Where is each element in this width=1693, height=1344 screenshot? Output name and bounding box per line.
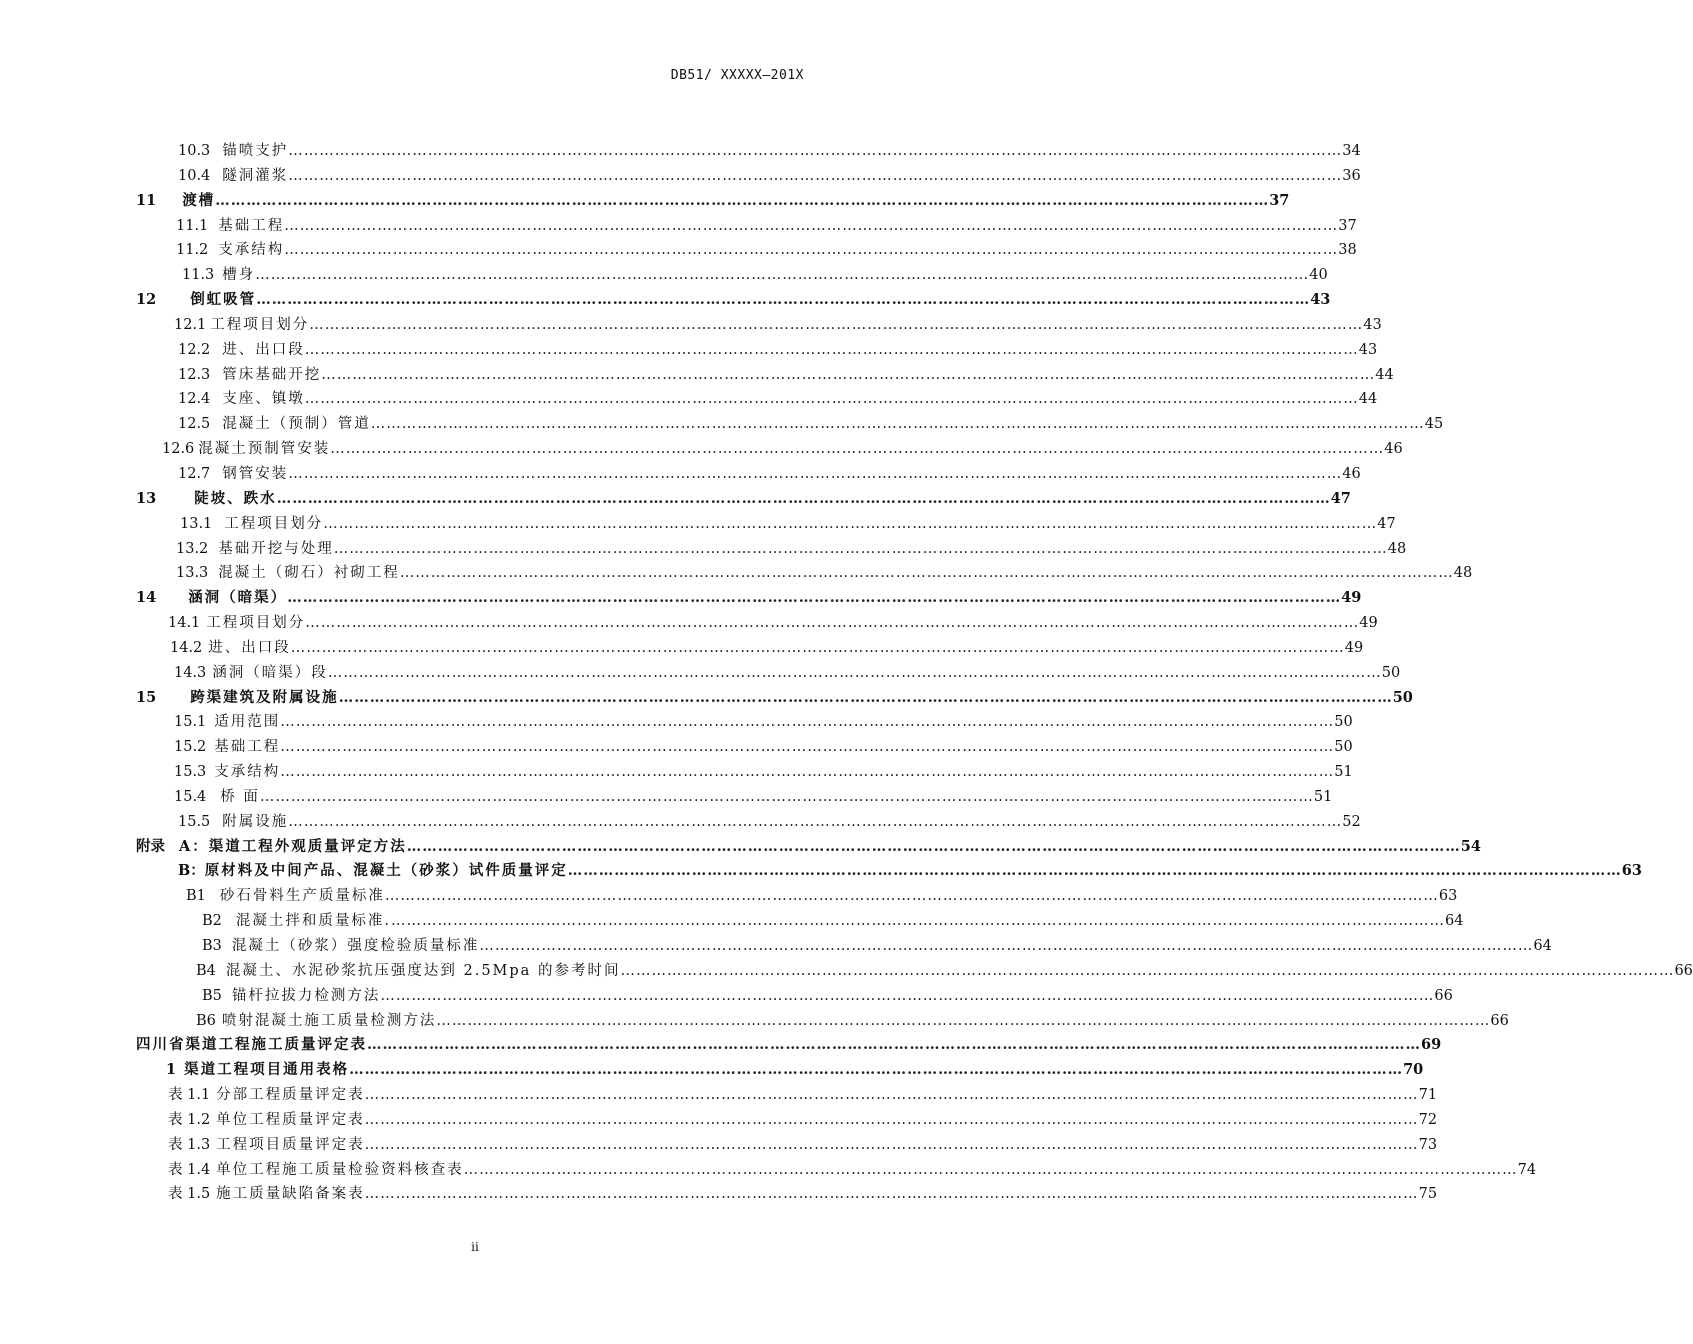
toc-leader-dots: …………………………………………………………………………………………………………………………………………………………………………………… (256, 291, 1311, 309)
toc-entry-title: 基础工程 (214, 739, 281, 756)
toc-entry[interactable] (136, 487, 1351, 512)
toc-entry-number: 表 1.1 (168, 1087, 211, 1104)
document-code-header: DB51/ XXXXX—201X (670, 68, 804, 83)
toc-entry[interactable] (136, 387, 1378, 412)
toc-entry-title: 砂石骨料生产质量标准 (219, 888, 385, 905)
toc-entry-page: 40 (1309, 267, 1328, 284)
toc-leader-dots: …………………………………………………………………………………………………………………………………………………………………………………… (323, 515, 1378, 532)
toc-entry-page: 70 (1403, 1061, 1424, 1079)
toc-entry-page: 72 (1418, 1111, 1438, 1128)
toc-entry-number: 12.5 (178, 416, 211, 433)
toc-entry-title: 槽身 (222, 267, 256, 284)
toc-entry-page: 54 (1460, 837, 1481, 855)
toc-entry[interactable] (136, 859, 1642, 884)
toc-entry-title: 适用范围 (214, 714, 281, 731)
toc-entry-title: 隧洞灌浆 (222, 167, 289, 184)
toc-entry-title: 支承结构 (214, 764, 281, 781)
toc-entry[interactable] (136, 338, 1378, 363)
toc-entry-title: 单位工程施工质量检验资料核查表 (216, 1161, 464, 1178)
toc-leader-dots: …………………………………………………………………………………………………………………………………………………………………………………… (288, 143, 1343, 159)
toc-entry-title: 支承结构 (218, 242, 285, 259)
toc-entry[interactable] (136, 189, 1290, 214)
toc-leader-dots: …………………………………………………………………………………………………………………………………………………………………………………… (287, 589, 1342, 607)
page-number: ii (471, 1240, 479, 1254)
toc-entry-number: 15.4 (174, 788, 207, 805)
table-of-contents (136, 139, 1693, 1207)
toc-leader-dots: …………………………………………………………………………………………………………………………………………………………………………………… (330, 441, 1385, 458)
toc-entry-number: 表 1.3 (168, 1136, 211, 1153)
toc-entry-number: 1 (166, 1061, 177, 1079)
toc-leader-dots: …………………………………………………………………………………………………………………………………………………………………………………… (280, 739, 1335, 756)
toc-entry-number: 14 (136, 589, 157, 607)
toc-entry-number: 表 1.2 (168, 1111, 211, 1128)
toc-entry-page: 74 (1517, 1161, 1537, 1178)
toc-entry[interactable] (136, 263, 1328, 288)
toc-leader-dots: …………………………………………………………………………………………………………………………………………………………………………………… (364, 1087, 1419, 1104)
toc-entry[interactable] (136, 412, 1444, 437)
toc-entry-title: 支座、镇墩 (222, 391, 305, 408)
toc-entry-title: 渡槽 (182, 191, 216, 209)
toc-entry-number: B5 (202, 987, 222, 1004)
toc-entry-title: 倒虹吸管 (190, 291, 257, 309)
toc-entry-page: 66 (1674, 962, 1693, 979)
toc-entry[interactable] (136, 164, 1361, 189)
toc-entry-number: 表 1.4 (168, 1161, 211, 1178)
toc-entry-page: 47 (1377, 515, 1396, 532)
toc-entry-title: 锚喷支护 (222, 143, 289, 159)
toc-entry-page: 38 (1338, 242, 1357, 259)
toc-leader-dots: …………………………………………………………………………………………………………………………………………………………………………………… (367, 1036, 1421, 1054)
toc-entry[interactable] (136, 735, 1353, 760)
toc-entry-title: 涵洞（暗渠）段 (212, 664, 328, 681)
toc-entry[interactable] (136, 462, 1361, 487)
toc-leader-dots: …………………………………………………………………………………………………………………………………………………………………………………… (399, 565, 1454, 582)
toc-entry-number: B6 (196, 1012, 216, 1029)
toc-entry-title: 四川省渠道工程施工质量评定表 (136, 1036, 367, 1054)
toc-entry-title: 混凝土（砂浆）强度检验质量标准 (231, 938, 480, 954)
toc-entry-title: 桥 面 (220, 788, 260, 805)
toc-entry[interactable] (136, 1158, 1537, 1183)
toc-entry[interactable] (136, 760, 1353, 785)
toc-entry-page: 46 (1342, 465, 1361, 482)
toc-leader-dots: …………………………………………………………………………………………………………………………………………………………………………………… (349, 1061, 1404, 1079)
toc-entry-number: 10.3 (178, 143, 211, 159)
toc-entry-number: 12.4 (178, 391, 211, 408)
toc-entry-page: 52 (1342, 813, 1361, 830)
toc-leader-dots: …………………………………………………………………………………………………………………………………………………………………………………… (364, 1111, 1419, 1128)
toc-leader-dots: …………………………………………………………………………………………………………………………………………………………………………………… (284, 242, 1339, 259)
toc-leader-dots: …………………………………………………………………………………………………………………………………………………………………………………… (567, 862, 1622, 880)
toc-entry[interactable] (136, 810, 1361, 835)
toc-entry-page: 44 (1358, 391, 1378, 408)
toc-entry[interactable] (136, 561, 1473, 586)
toc-entry-page: 66 (1434, 987, 1453, 1004)
toc-entry-page: 50 (1381, 664, 1401, 681)
toc-entry-page: 75 (1418, 1186, 1438, 1203)
toc-entry[interactable] (136, 238, 1357, 263)
toc-entry-page: 48 (1453, 565, 1473, 582)
toc-entry[interactable] (136, 934, 1552, 959)
toc-entry[interactable] (136, 959, 1693, 984)
toc-leader-dots: …………………………………………………………………………………………………………………………………………………………………………………… (384, 888, 1439, 905)
toc-entry-page: 45 (1424, 416, 1444, 433)
toc-entry-page: 49 (1344, 639, 1364, 656)
toc-entry-number: 12.2 (178, 341, 211, 358)
toc-leader-dots: …………………………………………………………………………………………………………………………………………………………………………………… (290, 639, 1345, 656)
toc-entry-title: 涵洞（暗渠） (188, 589, 288, 607)
toc-entry[interactable] (136, 1083, 1438, 1108)
toc-leader-dots: …………………………………………………………………………………………………………………………………………………………………………………… (327, 664, 1382, 681)
toc-entry-number: 12.3 (178, 366, 211, 383)
toc-entry-title: 混凝土预制管安装 (198, 441, 331, 458)
toc-entry-title: 钢管安装 (222, 465, 289, 482)
toc-entry-page: 64 (1533, 938, 1552, 954)
toc-leader-dots: …………………………………………………………………………………………………………………………………………………………………………………… (284, 217, 1339, 234)
toc-entry-number: 12 (136, 291, 157, 309)
toc-entry[interactable] (136, 686, 1413, 711)
toc-entry[interactable] (136, 984, 1453, 1009)
toc-leader-dots: …………………………………………………………………………………………………………………………………………………………………………………… (276, 489, 1331, 507)
toc-entry-page: 49 (1359, 615, 1378, 632)
toc-entry-title: 单位工程质量评定表 (216, 1111, 365, 1128)
toc-entry-page: 37 (1338, 217, 1357, 234)
toc-entry-title: A：渠道工程外观质量评定方法 (179, 837, 407, 855)
toc-leader-dots: …………………………………………………………………………………………………………………………………………………………………………………… (215, 191, 1270, 209)
toc-entry[interactable] (136, 139, 1361, 164)
toc-entry-title: 基础工程 (218, 217, 285, 234)
toc-entry-number: 表 1.5 (168, 1186, 211, 1203)
toc-entry-page: 64 (1445, 913, 1464, 930)
toc-leader-dots: …………………………………………………………………………………………………………………………………………………………………………………… (309, 316, 1364, 333)
toc-leader-dots: …………………………………………………………………………………………………………………………………………………………………………………… (370, 416, 1425, 433)
toc-entry[interactable] (136, 1058, 1424, 1083)
toc-entry[interactable] (136, 661, 1401, 686)
toc-leader-dots: …………………………………………………………………………………………………………………………………………………………………………………… (391, 913, 1445, 930)
toc-entry-number: 11.2 (176, 242, 209, 259)
toc-entry-title: 进、出口段 (222, 341, 305, 358)
toc-leader-dots: …………………………………………………………………………………………………………………………………………………………………………………… (288, 813, 1343, 830)
toc-entry-number: 10.4 (178, 167, 211, 184)
toc-entry-title: 混凝土拌和质量标准. (235, 913, 391, 930)
toc-entry-number: 11 (136, 191, 157, 209)
toc-entry[interactable] (136, 1009, 1509, 1034)
toc-entry-page: 69 (1421, 1036, 1442, 1054)
toc-entry-number: 14.2 (170, 639, 203, 656)
toc-entry[interactable] (136, 537, 1407, 562)
toc-entry[interactable] (136, 835, 1481, 860)
toc-entry-number: 13.3 (176, 565, 209, 582)
toc-leader-dots: …………………………………………………………………………………………………………………………………………………………………………………… (288, 465, 1343, 482)
toc-entry[interactable] (136, 1108, 1438, 1133)
toc-entry[interactable] (136, 710, 1353, 735)
toc-entry-title: 原材料及中间产品、混凝土（砂浆）试件质量评定 (204, 862, 568, 880)
toc-entry-page: 63 (1621, 862, 1642, 880)
toc-entry-title: 基础开挖与处理 (218, 540, 334, 557)
toc-leader-dots: …………………………………………………………………………………………………………………………………………………………………………………… (364, 1186, 1419, 1203)
toc-entry[interactable] (136, 586, 1362, 611)
toc-entry-page: 73 (1418, 1136, 1438, 1153)
toc-entry-page: 51 (1313, 788, 1333, 805)
toc-entry-title: 施工质量缺陷备案表 (216, 1186, 365, 1203)
toc-entry-page: 37 (1269, 191, 1290, 209)
toc-entry-page: 43 (1358, 341, 1378, 358)
toc-leader-dots: …………………………………………………………………………………………………………………………………………………………………………………… (321, 366, 1376, 383)
toc-entry-title: 分部工程质量评定表 (216, 1087, 365, 1104)
toc-entry-title: 管床基础开挖 (222, 366, 322, 383)
toc-entry-number: 15.2 (174, 739, 207, 756)
toc-entry-number: 15.3 (174, 764, 207, 781)
toc-entry-number: 14.3 (174, 664, 207, 681)
toc-entry[interactable] (136, 785, 1333, 810)
toc-entry-number: 11.1 (176, 217, 209, 234)
toc-entry-number: B2 (202, 913, 222, 930)
toc-entry-number: B： (178, 862, 205, 880)
toc-entry-number: B1 (186, 888, 206, 905)
toc-entry-number: B3 (202, 938, 222, 954)
toc-entry-title: 跨渠建筑及附属设施 (190, 688, 339, 706)
toc-entry[interactable] (136, 214, 1357, 239)
toc-entry-page: 46 (1384, 441, 1403, 458)
toc-entry-page: 50 (1334, 739, 1353, 756)
toc-leader-dots: …………………………………………………………………………………………………………………………………………………………………………………… (436, 1012, 1491, 1029)
toc-entry-page: 47 (1330, 489, 1351, 507)
toc-leader-dots: …………………………………………………………………………………………………………………………………………………………………………………… (380, 987, 1435, 1004)
toc-entry-title: 喷射混凝土施工质量检测方法 (221, 1012, 437, 1029)
toc-entry-title: 工程项目划分 (210, 316, 310, 333)
toc-entry-number: B4 (196, 962, 216, 979)
toc-entry[interactable] (136, 512, 1396, 537)
toc-entry[interactable] (136, 884, 1458, 909)
toc-entry-title: 附属设施 (222, 813, 289, 830)
toc-entry-page: 66 (1490, 1012, 1509, 1029)
toc-entry-title: 工程项目划分 (206, 615, 306, 632)
toc-entry-number: 15.5 (178, 813, 211, 830)
toc-entry-page: 43 (1363, 316, 1382, 333)
toc-entry[interactable] (136, 288, 1331, 313)
toc-entry-number: 12.6 (162, 441, 195, 458)
toc-entry-page: 71 (1418, 1087, 1438, 1104)
toc-entry-number: 附录 (136, 837, 165, 855)
toc-entry-number: 15 (136, 688, 157, 706)
toc-leader-dots: …………………………………………………………………………………………………………………………………………………………………………………… (305, 615, 1360, 632)
toc-entry[interactable] (136, 1133, 1438, 1158)
toc-entry-number: 13.2 (176, 540, 209, 557)
toc-leader-dots: …………………………………………………………………………………………………………………………………………………………………………………… (333, 540, 1388, 557)
toc-entry-number: 13.1 (180, 515, 213, 532)
toc-entry[interactable] (136, 611, 1378, 636)
toc-leader-dots: …………………………………………………………………………………………………………………………………………………………………………………… (479, 938, 1534, 954)
toc-entry[interactable] (136, 313, 1382, 338)
toc-entry-title: 锚杆拉拔力检测方法 (231, 987, 381, 1004)
toc-entry-title: 混凝土（预制）管道 (222, 416, 371, 433)
toc-leader-dots: …………………………………………………………………………………………………………………………………………………………………………………… (620, 962, 1675, 979)
toc-leader-dots: …………………………………………………………………………………………………………………………………………………………………………………… (304, 341, 1359, 358)
toc-entry-page: 49 (1341, 589, 1362, 607)
toc-entry-number: 12.1 (174, 316, 207, 333)
toc-leader-dots: …………………………………………………………………………………………………………………………………………………………………………………… (255, 267, 1310, 284)
toc-entry-page: 36 (1342, 167, 1361, 184)
toc-leader-dots: …………………………………………………………………………………………………………………………………………………………………………………… (280, 764, 1335, 781)
toc-entry-title: 进、出口段 (208, 639, 291, 656)
toc-entry[interactable] (136, 909, 1464, 934)
toc-leader-dots: …………………………………………………………………………………………………………………………………………………………………………………… (338, 688, 1393, 706)
toc-leader-dots: …………………………………………………………………………………………………………………………………………………………………………………… (364, 1136, 1419, 1153)
toc-leader-dots: …………………………………………………………………………………………………………………………………………………………………………………… (259, 788, 1314, 805)
toc-entry-page: 34 (1342, 143, 1361, 159)
toc-entry[interactable] (136, 363, 1394, 388)
toc-entry-page: 48 (1387, 540, 1407, 557)
toc-entry-title: 混凝土、水泥砂浆抗压强度达到 2.5Mpa 的参考时间 (225, 962, 621, 979)
toc-entry-page: 50 (1334, 714, 1353, 731)
toc-entry-title: 陡坡、跌水 (194, 489, 277, 507)
toc-entry[interactable] (136, 1182, 1438, 1207)
toc-entry-number: 14.1 (168, 615, 201, 632)
toc-entry-number: 15.1 (174, 714, 207, 731)
toc-entry-number: 11.3 (182, 267, 215, 284)
toc-entry-number: 13 (136, 489, 157, 507)
toc-leader-dots: …………………………………………………………………………………………………………………………………………………………………………………… (288, 167, 1343, 184)
toc-leader-dots: …………………………………………………………………………………………………………………………………………………………………………………… (463, 1161, 1518, 1178)
toc-entry-page: 44 (1375, 366, 1394, 383)
toc-entry-number: 12.7 (178, 465, 211, 482)
toc-entry[interactable] (136, 1033, 1442, 1058)
toc-leader-dots: …………………………………………………………………………………………………………………………………………………………………………………… (280, 714, 1335, 731)
toc-entry-title: 工程项目划分 (224, 515, 324, 532)
toc-entry-title: 工程项目质量评定表 (216, 1136, 365, 1153)
toc-entry-page: 43 (1310, 291, 1331, 309)
toc-leader-dots: …………………………………………………………………………………………………………………………………………………………………………………… (406, 837, 1461, 855)
toc-entry[interactable] (136, 437, 1403, 462)
toc-entry[interactable] (136, 636, 1364, 661)
toc-leader-dots: …………………………………………………………………………………………………………………………………………………………………………………… (304, 391, 1359, 408)
toc-entry-page: 63 (1438, 888, 1458, 905)
toc-entry-title: 渠道工程项目通用表格 (184, 1061, 350, 1079)
toc-entry-title: 混凝土（砌石）衬砌工程 (218, 565, 400, 582)
toc-entry-page: 50 (1392, 688, 1413, 706)
toc-entry-page: 51 (1334, 764, 1353, 781)
